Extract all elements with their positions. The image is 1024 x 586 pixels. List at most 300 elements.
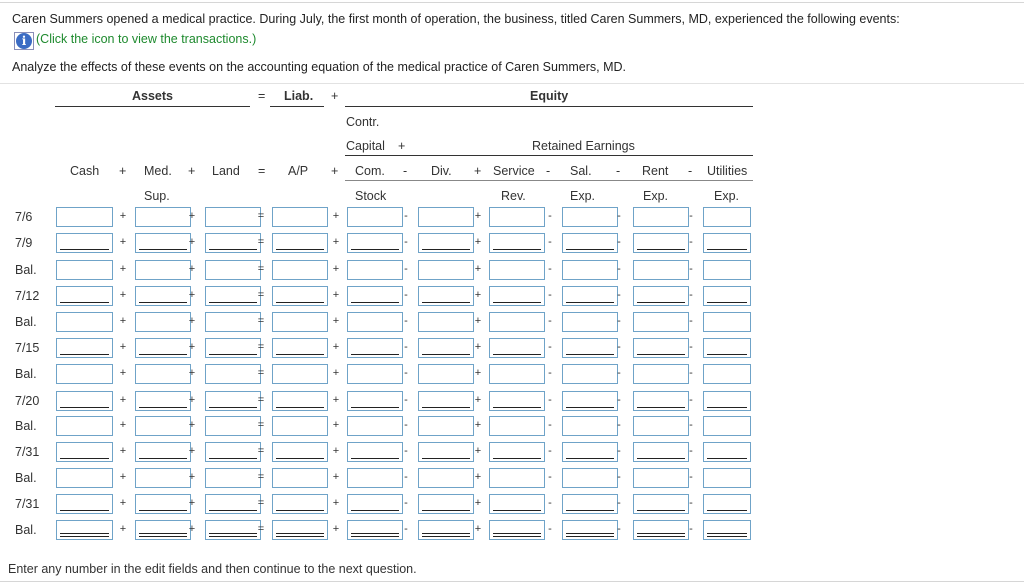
input-sal-exp[interactable] [562,442,618,462]
input-land[interactable] [205,260,261,280]
input-com-stock[interactable] [347,207,403,227]
input-land[interactable] [205,207,261,227]
input-ap[interactable] [272,442,328,462]
input-med-sup[interactable] [135,494,191,514]
row-operator: + [474,471,482,483]
input-div[interactable] [418,364,474,384]
row-operator: - [617,315,621,327]
row-operator: + [474,523,482,535]
input-ap[interactable] [272,312,328,332]
row-operator: - [617,497,621,509]
row-operator: + [332,523,340,535]
input-land[interactable] [205,494,261,514]
input-ap[interactable] [272,338,328,358]
row-operator: - [404,471,408,483]
input-rent-exp[interactable] [633,338,689,358]
input-land[interactable] [205,233,261,253]
row-operator: = [257,341,265,353]
input-ap[interactable] [272,391,328,411]
row-operator: - [617,523,621,535]
col-utilities-exp: Utilities [707,164,748,178]
col-rent-exp-2: Exp. [643,189,669,203]
input-com-stock[interactable] [347,260,403,280]
row-operator: + [332,419,340,431]
row-operator: = [257,497,265,509]
input-utilities-exp[interactable] [703,233,751,253]
input-med-sup[interactable] [135,391,191,411]
input-div[interactable] [418,520,474,540]
question-prompt: Analyze the effects of these events on the accounting equation of the medical practice of Caren Summers, MD. [12,60,626,74]
input-land[interactable] [205,416,261,436]
row-operator: - [617,341,621,353]
section-divider [0,83,1024,84]
row-operator: = [257,315,265,327]
row-operator: + [188,341,196,353]
input-com-stock[interactable] [347,233,403,253]
row-operator: - [617,263,621,275]
row-operator: - [689,394,693,406]
input-med-sup[interactable] [135,260,191,280]
row-label: Bal. [15,367,37,381]
input-utilities-exp[interactable] [703,364,751,384]
equity-underline [345,106,753,107]
row-operator: - [689,367,693,379]
row-operator: + [119,236,127,248]
row-operator: - [404,445,408,457]
row-operator: + [119,497,127,509]
row-operator: + [188,367,196,379]
input-ap[interactable] [272,468,328,488]
row-operator: + [188,445,196,457]
row-operator: + [332,289,340,301]
row-operator: + [119,367,127,379]
input-com-stock[interactable] [347,520,403,540]
row-operator: = [257,367,265,379]
input-service-rev[interactable] [489,260,545,280]
row-operator: - [548,341,552,353]
input-service-rev[interactable] [489,207,545,227]
assets-underline [55,106,250,107]
col-service-rev: Service [493,164,535,178]
input-cash[interactable] [56,416,113,436]
row-operator: + [474,263,482,275]
input-service-rev[interactable] [489,520,545,540]
row-operator: + [119,419,127,431]
row-label: 7/15 [15,341,40,355]
row-operator: + [188,497,196,509]
capital-plus: + [398,139,406,153]
input-rent-exp[interactable] [633,391,689,411]
input-ap[interactable] [272,260,328,280]
row-operator: = [257,471,265,483]
row-operator: - [548,523,552,535]
input-sal-exp[interactable] [562,233,618,253]
input-land[interactable] [205,286,261,306]
row-operator: - [404,367,408,379]
row-operator: - [617,394,621,406]
row-label: 7/20 [15,394,40,408]
row-label: Bal. [15,263,37,277]
row-operator: - [617,210,621,222]
row-label: Bal. [15,419,37,433]
input-com-stock[interactable] [347,494,403,514]
input-med-sup[interactable] [135,338,191,358]
row-operator: - [689,419,693,431]
input-service-rev[interactable] [489,391,545,411]
input-rent-exp[interactable] [633,494,689,514]
row-operator: + [332,471,340,483]
row-operator: - [689,236,693,248]
input-com-stock[interactable] [347,364,403,384]
input-ap[interactable] [272,494,328,514]
row-operator: - [548,471,552,483]
info-icon[interactable] [14,32,34,50]
row-operator: + [119,445,127,457]
input-com-stock[interactable] [347,468,403,488]
row-operator: - [617,367,621,379]
header-equals: = [258,89,266,103]
info-glyph: i [16,33,32,49]
input-sal-exp[interactable] [562,312,618,332]
input-med-sup[interactable] [135,233,191,253]
input-ap[interactable] [272,286,328,306]
col-com-stock: Com. [355,164,385,178]
row-operator: + [119,263,127,275]
input-service-rev[interactable] [489,312,545,332]
col-op: + [119,164,127,178]
liabilities-header: Liab. [284,89,314,103]
row-operator: - [689,471,693,483]
input-sal-exp[interactable] [562,207,618,227]
input-div[interactable] [418,442,474,462]
input-utilities-exp[interactable] [703,338,751,358]
input-ap[interactable] [272,233,328,253]
row-operator: - [548,367,552,379]
input-service-rev[interactable] [489,364,545,384]
input-rent-exp[interactable] [633,286,689,306]
row-operator: = [257,210,265,222]
input-service-rev[interactable] [489,338,545,358]
row-operator: + [188,263,196,275]
problem-intro: Caren Summers opened a medical practice. During July, the first month of operation, the business, titled Caren Summers, MD, experienced the following events: [12,12,900,26]
row-operator: - [689,341,693,353]
input-utilities-exp[interactable] [703,416,751,436]
row-operator: = [257,445,265,457]
row-operator: + [332,497,340,509]
input-med-sup[interactable] [135,286,191,306]
row-operator: + [119,210,127,222]
row-operator: - [404,523,408,535]
input-ap[interactable] [272,364,328,384]
row-operator: + [119,523,127,535]
row-operator: + [474,497,482,509]
row-operator: + [474,236,482,248]
input-com-stock[interactable] [347,312,403,332]
row-operator: - [548,236,552,248]
row-operator: - [689,289,693,301]
input-land[interactable] [205,338,261,358]
row-operator: - [689,315,693,327]
input-rent-exp[interactable] [633,442,689,462]
input-cash[interactable] [56,468,113,488]
input-cash[interactable] [56,494,113,514]
input-sal-exp[interactable] [562,260,618,280]
input-cash[interactable] [56,391,113,411]
row-operator: + [332,394,340,406]
row-operator: - [404,236,408,248]
row-operator: - [689,210,693,222]
row-operator: + [188,471,196,483]
row-operator: - [404,419,408,431]
row-operator: - [617,236,621,248]
col-op: - [616,164,621,178]
input-div[interactable] [418,494,474,514]
input-med-sup[interactable] [135,520,191,540]
columns-underline [345,180,753,181]
input-utilities-exp[interactable] [703,207,751,227]
input-div[interactable] [418,260,474,280]
row-operator: + [332,367,340,379]
col-op: + [331,164,339,178]
input-rent-exp[interactable] [633,233,689,253]
input-div[interactable] [418,286,474,306]
input-com-stock[interactable] [347,338,403,358]
input-utilities-exp[interactable] [703,286,751,306]
input-com-stock[interactable] [347,391,403,411]
col-op: - [546,164,551,178]
col-rent-exp: Rent [642,164,669,178]
col-op: - [688,164,693,178]
row-operator: + [474,210,482,222]
retained-earnings-label: Retained Earnings [532,139,635,153]
input-div[interactable] [418,416,474,436]
input-utilities-exp[interactable] [703,312,751,332]
input-cash[interactable] [56,207,113,227]
row-operator: - [548,263,552,275]
row-label: 7/31 [15,497,40,511]
instruction-footer: Enter any number in the edit fields and then continue to the next question. [8,562,417,576]
input-service-rev[interactable] [489,494,545,514]
input-utilities-exp[interactable] [703,468,751,488]
col-op: + [188,164,196,178]
row-operator: - [617,445,621,457]
col-utilities-exp-2: Exp. [714,189,740,203]
input-land[interactable] [205,391,261,411]
input-cash[interactable] [56,442,113,462]
input-land[interactable] [205,364,261,384]
assets-header: Assets [132,89,173,103]
input-cash[interactable] [56,260,113,280]
input-sal-exp[interactable] [562,364,618,384]
input-div[interactable] [418,338,474,358]
input-sal-exp[interactable] [562,391,618,411]
input-rent-exp[interactable] [633,468,689,488]
row-operator: = [257,394,265,406]
input-cash[interactable] [56,233,113,253]
row-operator: - [548,394,552,406]
row-operator: - [404,394,408,406]
col-op: + [474,164,482,178]
input-rent-exp[interactable] [633,207,689,227]
input-cash[interactable] [56,364,113,384]
input-med-sup[interactable] [135,468,191,488]
row-operator: + [188,419,196,431]
capital-label: Capital [346,139,385,153]
row-operator: + [188,210,196,222]
col-med-sup-2: Sup. [144,189,170,203]
input-sal-exp[interactable] [562,338,618,358]
col-sal-exp: Sal. [570,164,592,178]
row-operator: - [689,263,693,275]
input-service-rev[interactable] [489,468,545,488]
input-med-sup[interactable] [135,364,191,384]
row-operator: + [332,315,340,327]
input-sal-exp[interactable] [562,416,618,436]
input-med-sup[interactable] [135,312,191,332]
input-utilities-exp[interactable] [703,442,751,462]
row-operator: + [119,394,127,406]
row-operator: + [332,445,340,457]
top-divider [0,2,1024,3]
col-land: Land [212,164,240,178]
input-service-rev[interactable] [489,233,545,253]
input-rent-exp[interactable] [633,416,689,436]
row-operator: = [257,263,265,275]
row-operator: - [404,210,408,222]
input-cash[interactable] [56,312,113,332]
input-sal-exp[interactable] [562,494,618,514]
row-operator: + [474,315,482,327]
input-utilities-exp[interactable] [703,260,751,280]
input-sal-exp[interactable] [562,520,618,540]
row-operator: + [332,236,340,248]
input-land[interactable] [205,312,261,332]
row-operator: - [404,263,408,275]
input-med-sup[interactable] [135,416,191,436]
header-plus: + [331,89,339,103]
row-operator: - [548,419,552,431]
view-transactions-link[interactable]: (Click the icon to view the transactions.) [36,32,257,46]
row-operator: - [404,341,408,353]
input-div[interactable] [418,233,474,253]
input-div[interactable] [418,391,474,411]
row-operator: + [188,315,196,327]
input-div[interactable] [418,207,474,227]
equity-header: Equity [530,89,569,103]
col-ap: A/P [288,164,309,178]
row-label: Bal. [15,523,37,537]
row-operator: - [617,419,621,431]
row-operator: + [474,445,482,457]
col-com-stock-2: Stock [355,189,387,203]
input-land[interactable] [205,520,261,540]
row-label: 7/12 [15,289,40,303]
liabilities-underline [270,106,324,107]
row-operator: + [474,419,482,431]
input-sal-exp[interactable] [562,286,618,306]
row-operator: + [474,367,482,379]
input-cash[interactable] [56,520,113,540]
row-label: 7/9 [15,236,33,250]
row-operator: - [617,471,621,483]
input-rent-exp[interactable] [633,364,689,384]
row-operator: + [188,523,196,535]
input-land[interactable] [205,442,261,462]
contributed-capital-underline [345,155,753,156]
row-operator: + [119,315,127,327]
row-operator: + [188,236,196,248]
input-ap[interactable] [272,416,328,436]
input-service-rev[interactable] [489,416,545,436]
input-land[interactable] [205,468,261,488]
input-rent-exp[interactable] [633,260,689,280]
row-operator: + [474,289,482,301]
input-div[interactable] [418,312,474,332]
row-operator: - [404,289,408,301]
row-operator: + [188,394,196,406]
input-sal-exp[interactable] [562,468,618,488]
input-utilities-exp[interactable] [703,520,751,540]
input-cash[interactable] [56,338,113,358]
row-operator: - [548,315,552,327]
input-med-sup[interactable] [135,207,191,227]
row-operator: = [257,523,265,535]
input-ap[interactable] [272,207,328,227]
input-rent-exp[interactable] [633,312,689,332]
row-label: 7/6 [15,210,33,224]
row-operator: - [548,289,552,301]
row-operator: - [548,210,552,222]
col-sal-exp-2: Exp. [570,189,596,203]
input-com-stock[interactable] [347,442,403,462]
row-operator: = [257,236,265,248]
input-rent-exp[interactable] [633,520,689,540]
row-label: 7/31 [15,445,40,459]
input-cash[interactable] [56,286,113,306]
row-operator: - [689,523,693,535]
row-operator: - [404,497,408,509]
col-service-rev-2: Rev. [501,189,526,203]
row-operator: - [617,289,621,301]
row-operator: + [332,341,340,353]
input-utilities-exp[interactable] [703,391,751,411]
input-div[interactable] [418,468,474,488]
col-div: Div. [431,164,452,178]
row-operator: - [404,315,408,327]
row-operator: + [332,210,340,222]
col-med-sup: Med. [144,164,172,178]
row-operator: + [119,341,127,353]
input-com-stock[interactable] [347,286,403,306]
input-med-sup[interactable] [135,442,191,462]
row-operator: + [188,289,196,301]
row-operator: = [257,419,265,431]
row-operator: - [548,445,552,457]
input-utilities-exp[interactable] [703,494,751,514]
row-operator: + [332,263,340,275]
row-operator: + [119,471,127,483]
input-com-stock[interactable] [347,416,403,436]
input-ap[interactable] [272,520,328,540]
col-cash: Cash [70,164,100,178]
row-label: Bal. [15,471,37,485]
row-operator: - [689,497,693,509]
bottom-divider [0,581,1024,582]
input-service-rev[interactable] [489,286,545,306]
row-operator: = [257,289,265,301]
input-service-rev[interactable] [489,442,545,462]
row-operator: - [689,445,693,457]
